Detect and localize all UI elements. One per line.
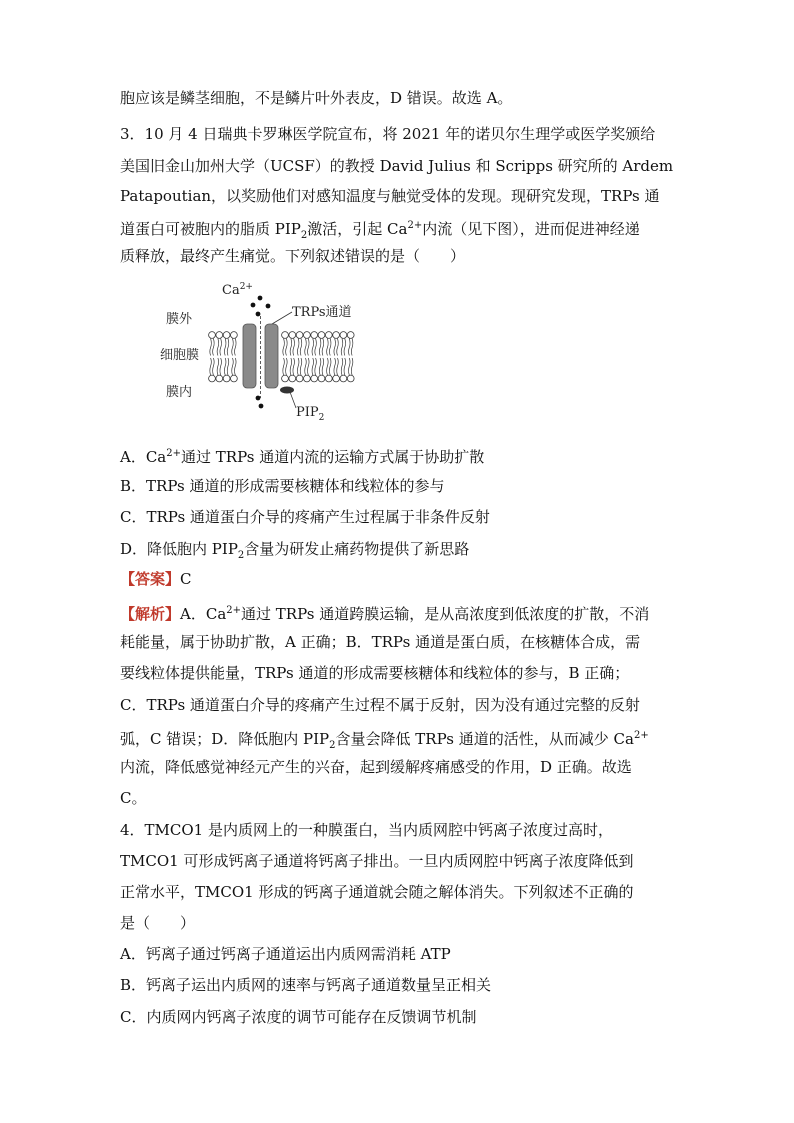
lipid-tail [322, 358, 324, 375]
lipid-tail [337, 358, 339, 375]
lipid-tail [351, 358, 353, 375]
lipid-head [311, 332, 318, 339]
question-4-line: TMCO1 可形成钙离子通道将钙离子排出。一旦内质网腔中钙离子浓度降低到 [120, 852, 634, 870]
lipid-head [223, 375, 230, 382]
lipid-head [311, 375, 318, 382]
question-4-line: 是（ ） [120, 914, 196, 932]
analysis-line: 内流，降低感觉神经元产生的兴奋，起到缓解疼痛感受的作用，D 正确。故选 [120, 758, 632, 776]
lipid-head [304, 332, 311, 339]
lipid-tail [312, 358, 314, 375]
lipid-head [318, 375, 325, 382]
lipid-head [318, 332, 325, 339]
lipid-tail [210, 339, 212, 356]
lipid-tail [293, 339, 295, 356]
lipid-tail [315, 358, 317, 375]
lipid-head [282, 332, 289, 339]
lipid-tail [319, 358, 321, 375]
lipid-tail [344, 358, 346, 375]
lipid-tail [286, 339, 288, 356]
lipid-tail [217, 358, 219, 375]
lipid-tail [224, 358, 226, 375]
membrane-label: 细胞膜 [160, 348, 200, 363]
lipid-tail [337, 339, 339, 356]
lipid-head [340, 375, 347, 382]
calcium-ion-dot [251, 303, 256, 308]
lipid-head [282, 375, 289, 382]
analysis-line: 【解析】A．$Ca^{2+}$通过 TRPs 通道跨膜运输，是从高浓度到低浓度的扩散，不消 [120, 605, 650, 623]
question-4-line: 4．TMCO1 是内质网上的一种膜蛋白，当内质网腔中钙离子浓度过高时， [120, 821, 613, 839]
lipid-tail [283, 339, 285, 356]
q4-option-c: C．内质网内钙离子浓度的调节可能存在反馈调节机制 [120, 1008, 477, 1026]
option-b: B．TRPs 通道的形成需要核糖体和线粒体的参与 [120, 477, 445, 495]
pip2-label: $PIP_2$ [296, 405, 325, 423]
lipid-head [223, 332, 230, 339]
lipid-tail [283, 358, 285, 375]
lipid-tail [341, 358, 343, 375]
lipid-head [325, 375, 332, 382]
lipid-tail [308, 339, 310, 356]
text-line: 胞应该是鳞茎细胞，不是鳞片叶外表皮，D 错误。故选 A。 [120, 89, 513, 107]
lipid-tail [327, 358, 329, 375]
lipid-tail [305, 339, 307, 356]
lipid-tail [329, 339, 331, 356]
analysis-line: C。 [120, 789, 147, 807]
trps-channel-label: TRPs通道 [292, 305, 352, 320]
question-3-line: 道蛋白可被胞内的脂质 $PIP_2$激活，引起 $Ca^{2+}$内流（见下图），进而促进神经递 [120, 220, 640, 241]
lipid-tail [322, 339, 324, 356]
calcium-ion-dot [266, 304, 271, 309]
lipid-tail [327, 339, 329, 356]
calcium-ion-dot [256, 312, 261, 317]
lipid-head [347, 375, 354, 382]
lipid-tail [286, 358, 288, 375]
lipid-tail [297, 358, 299, 375]
lipid-tail [329, 358, 331, 375]
channel-protein-right [265, 324, 278, 388]
lipid-tail [349, 339, 351, 356]
analysis-tag: 【解析】 [120, 605, 181, 623]
lipid-head [333, 375, 340, 382]
lipid-head [231, 375, 238, 382]
lipid-head [296, 375, 303, 382]
lipid-head [333, 332, 340, 339]
calcium-ion-dot [256, 396, 261, 401]
lipid-tail [297, 339, 299, 356]
lipid-tail [235, 358, 237, 375]
lipid-head [296, 332, 303, 339]
question-3-line: 质释放，最终产生痛觉。下列叙述错误的是（ ） [120, 247, 466, 265]
lipid-tail [235, 339, 237, 356]
lipid-tail [341, 339, 343, 356]
question-3-line: 美国旧金山加州大学（UCSF）的教授 David Julius 和 Scripps 研究所的 Ardem [120, 157, 674, 175]
lipid-tail [213, 339, 215, 356]
lipid-tail [312, 339, 314, 356]
lipid-tail [308, 358, 310, 375]
question-3-line: Patapoutian，以奖励他们对感知温度与触觉受体的发现。现研究发现，TRPs 通 [120, 187, 660, 205]
lipid-tail [293, 358, 295, 375]
answer-line: 【答案】C [120, 570, 192, 588]
lipid-tail [224, 339, 226, 356]
lipid-tail [220, 358, 222, 375]
channel-pointer-line [272, 312, 292, 324]
lipid-tail [213, 358, 215, 375]
lipid-tail [220, 339, 222, 356]
lipid-tail [210, 358, 212, 375]
lipid-tail [232, 339, 234, 356]
lipid-tail [217, 339, 219, 356]
pip2-lipid [280, 387, 294, 394]
lipid-tail [232, 358, 234, 375]
calcium-ion-dot [259, 404, 264, 409]
q4-option-a: A．钙离子通过钙离子通道运出内质网需消耗 ATP [120, 945, 451, 963]
option-a: A．$Ca^{2+}$通过 TRPs 通道内流的运输方式属于协助扩散 [120, 448, 485, 466]
calcium-ion-dot [258, 296, 263, 301]
inside-label: 膜内 [166, 385, 193, 400]
lipid-tail [290, 358, 292, 375]
lipid-tail [290, 339, 292, 356]
option-d: D．降低胞内 $PIP_2$含量为研发止痛药物提供了新思路 [120, 540, 470, 561]
membrane-channel-figure [160, 280, 380, 430]
lipid-tail [344, 339, 346, 356]
lipid-bilayer [209, 332, 355, 382]
answer-tag: 【答案】 [120, 570, 181, 588]
channel-protein-left [243, 324, 256, 388]
lipid-head [209, 332, 216, 339]
option-c: C．TRPs 通道蛋白介导的疼痛产生过程属于非条件反射 [120, 508, 490, 526]
lipid-head [231, 332, 238, 339]
lipid-head [289, 375, 296, 382]
lipid-head [304, 375, 311, 382]
lipid-tail [319, 339, 321, 356]
question-4-line: 正常水平，TMCO1 形成的钙离子通道就会随之解体消失。下列叙述不正确的 [120, 883, 634, 901]
lipid-head [340, 332, 347, 339]
analysis-line: C．TRPs 通道蛋白介导的疼痛产生过程不属于反射，因为没有通过完整的反射 [120, 696, 640, 714]
lipid-tail [334, 358, 336, 375]
lipid-head [289, 332, 296, 339]
ca-label: $Ca^{2+}$ [222, 282, 253, 298]
lipid-tail [300, 339, 302, 356]
outside-label: 膜外 [166, 312, 193, 327]
lipid-tail [300, 358, 302, 375]
lipid-tail [227, 339, 229, 356]
lipid-head [216, 332, 223, 339]
analysis-line: 弧，C 错误；D．降低胞内 $PIP_2$含量会降低 TRPs 通道的活性，从而减少 $Ca^{2+}$ [120, 730, 649, 751]
lipid-tail [349, 358, 351, 375]
analysis-line: 要线粒体提供能量，TRPs 通道的形成需要核糖体和线粒体的参与，B 正确； [120, 664, 630, 682]
lipid-head [216, 375, 223, 382]
lipid-tail [227, 358, 229, 375]
lipid-head [209, 375, 216, 382]
lipid-tail [334, 339, 336, 356]
lipid-head [347, 332, 354, 339]
lipid-tail [305, 358, 307, 375]
analysis-line: 耗能量，属于协助扩散，A 正确；B．TRPs 通道是蛋白质，在核糖体合成，需 [120, 633, 641, 651]
lipid-head [325, 332, 332, 339]
lipid-tail [351, 339, 353, 356]
lipid-tail [315, 339, 317, 356]
question-3-line: 3．10 月 4 日瑞典卡罗琳医学院宣布，将 2021 年的诺贝尔生理学或医学奖颁给 [120, 125, 656, 143]
q4-option-b: B．钙离子运出内质网的速率与钙离子通道数量呈正相关 [120, 976, 492, 994]
